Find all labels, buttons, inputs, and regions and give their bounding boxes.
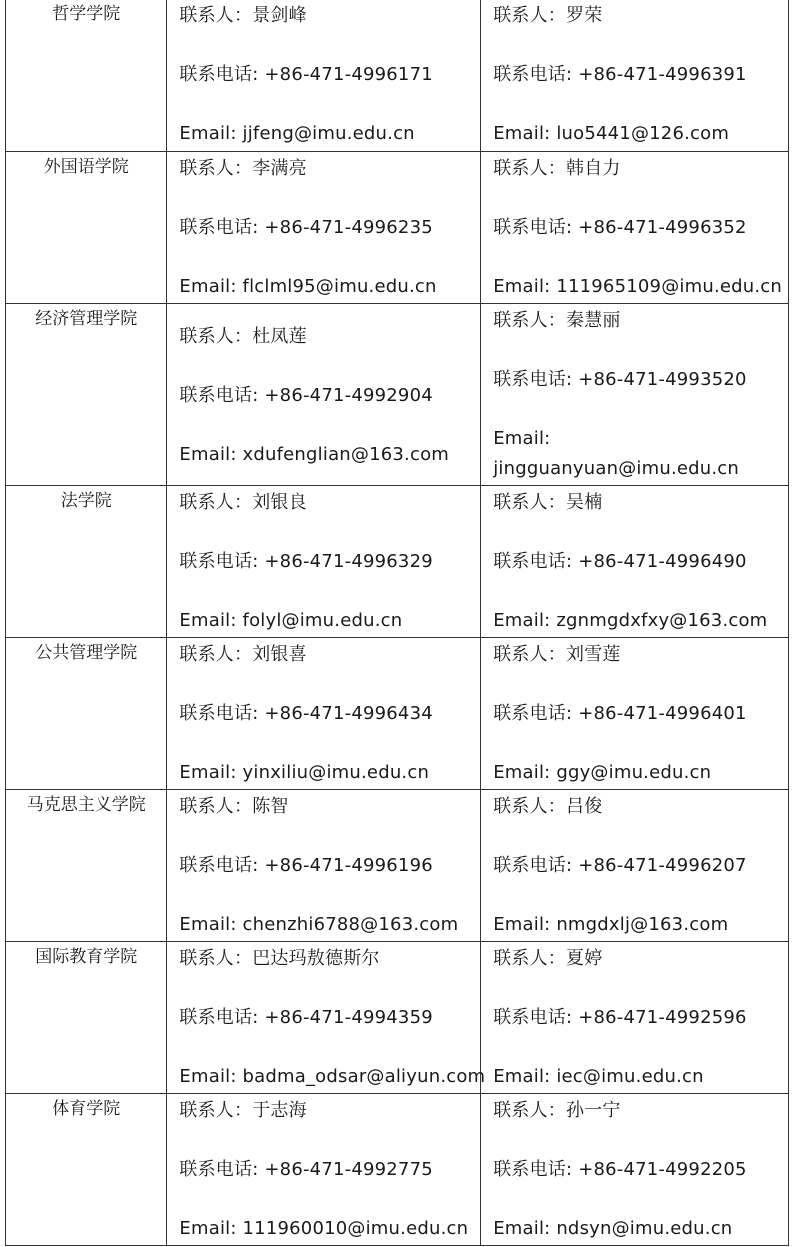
contact-phone: 联系电话: +86-471-4993520	[493, 369, 747, 390]
table-row	[6, 638, 789, 790]
contact-phone: 联系电话: +86-471-4996352	[493, 217, 747, 238]
college-name: 国际教育学院	[6, 942, 167, 1094]
contact-person: 联系人：杜凤莲	[179, 326, 307, 347]
contact-email[interactable]: Email: zgnmgdxfxy@163.com	[493, 610, 768, 631]
contact-phone: 联系电话: +86-471-4996401	[493, 703, 747, 724]
contact-cell-secondary	[481, 304, 789, 486]
contact-person: 联系人：罗荣	[493, 5, 603, 26]
table-row	[6, 152, 789, 304]
contact-email[interactable]: Email: badma_odsar@aliyun.com	[179, 1066, 486, 1087]
contact-phone: 联系电话: +86-471-4996196	[179, 855, 433, 876]
contact-cell-secondary	[481, 942, 789, 1094]
contact-cell-secondary	[481, 1094, 789, 1246]
contact-cell-secondary	[481, 152, 789, 304]
contact-person: 联系人：夏婷	[493, 948, 603, 969]
contact-person: 联系人：刘银喜	[179, 644, 307, 665]
table-row	[6, 790, 789, 942]
contact-cell-primary	[167, 790, 481, 942]
contact-phone: 联系电话: +86-471-4992205	[493, 1159, 747, 1180]
table-row	[6, 486, 789, 638]
contact-cell-primary	[167, 1094, 481, 1246]
college-name: 法学院	[6, 486, 167, 638]
contact-person: 联系人：刘银良	[179, 492, 307, 513]
contact-cell-primary	[167, 942, 486, 1094]
contact-person: 联系人：吕俊	[493, 796, 603, 817]
college-name: 体育学院	[6, 1094, 167, 1246]
contact-email[interactable]: jingguanyuan@imu.edu.cn	[493, 458, 740, 479]
contact-cell-primary	[167, 638, 481, 790]
contact-table	[5, 0, 789, 1246]
contact-person: 联系人：陈智	[179, 796, 289, 817]
college-name: 哲学学院	[6, 0, 167, 152]
contact-phone: 联系电话: +86-471-4992596	[493, 1007, 747, 1028]
contact-email[interactable]: Email: 111965109@imu.edu.cn	[493, 276, 782, 297]
contact-email[interactable]: Email: flclml95@imu.edu.cn	[179, 276, 437, 297]
college-name: 公共管理学院	[6, 638, 167, 790]
contact-cell-secondary	[481, 638, 789, 790]
contact-phone: 联系电话: +86-471-4996207	[493, 855, 747, 876]
contact-email[interactable]: Email: luo5441@126.com	[493, 123, 730, 144]
table-row	[6, 1094, 789, 1246]
contact-person: 联系人：秦慧丽	[493, 310, 621, 331]
contact-email[interactable]: Email: 111960010@imu.edu.cn	[179, 1218, 469, 1239]
contact-phone: 联系电话: +86-471-4992775	[179, 1159, 433, 1180]
contact-cell-secondary	[481, 0, 789, 152]
contact-phone: 联系电话: +86-471-4996329	[179, 551, 433, 572]
contact-phone: 联系电话: +86-471-4996490	[493, 551, 747, 572]
contact-email[interactable]: Email: nmgdxlj@163.com	[493, 914, 729, 935]
contact-email[interactable]: Email: folyl@imu.edu.cn	[179, 610, 403, 631]
college-name: 经济管理学院	[6, 304, 167, 486]
table-row	[6, 304, 789, 486]
contact-person: 联系人：巴达玛敖德斯尔	[179, 948, 380, 969]
college-name: 马克思主义学院	[6, 790, 167, 942]
contact-email[interactable]: Email: ndsyn@imu.edu.cn	[493, 1218, 733, 1239]
table-row	[6, 942, 789, 1094]
contact-phone: 联系电话: +86-471-4996434	[179, 703, 433, 724]
contact-email-label: Email:	[493, 428, 551, 449]
contact-person: 联系人：李满亮	[179, 158, 307, 179]
contact-phone: 联系电话: +86-471-4996171	[179, 64, 433, 85]
contact-cell-secondary	[481, 486, 789, 638]
contact-cell-primary	[167, 304, 481, 486]
contact-cell-primary	[167, 0, 481, 152]
contact-cell-secondary	[481, 790, 789, 942]
college-name: 外国语学院	[6, 152, 167, 304]
contact-cell-primary	[167, 152, 481, 304]
table-row	[6, 0, 789, 152]
contact-person: 联系人：吴楠	[493, 492, 603, 513]
contact-email[interactable]: Email: chenzhi6788@163.com	[179, 914, 459, 935]
contact-cell-primary	[167, 486, 481, 638]
contact-person: 联系人：景剑峰	[179, 5, 307, 26]
contact-phone: 联系电话: +86-471-4994359	[179, 1007, 433, 1028]
contact-email[interactable]: Email: ggy@imu.edu.cn	[493, 762, 712, 783]
contact-email[interactable]: Email: xdufenglian@163.com	[179, 444, 450, 465]
contact-email[interactable]: Email: jjfeng@imu.edu.cn	[179, 123, 415, 144]
contact-person: 联系人：孙一宁	[493, 1100, 621, 1121]
contact-person: 联系人：韩自力	[493, 158, 621, 179]
contact-phone: 联系电话: +86-471-4996391	[493, 64, 747, 85]
contact-email[interactable]: Email: yinxiliu@imu.edu.cn	[179, 762, 430, 783]
contact-person: 联系人：刘雪莲	[493, 644, 621, 665]
contact-phone: 联系电话: +86-471-4992904	[179, 385, 433, 406]
contact-phone: 联系电话: +86-471-4996235	[179, 217, 433, 238]
contact-person: 联系人：于志海	[179, 1100, 307, 1121]
contact-email[interactable]: Email: iec@imu.edu.cn	[493, 1066, 704, 1087]
